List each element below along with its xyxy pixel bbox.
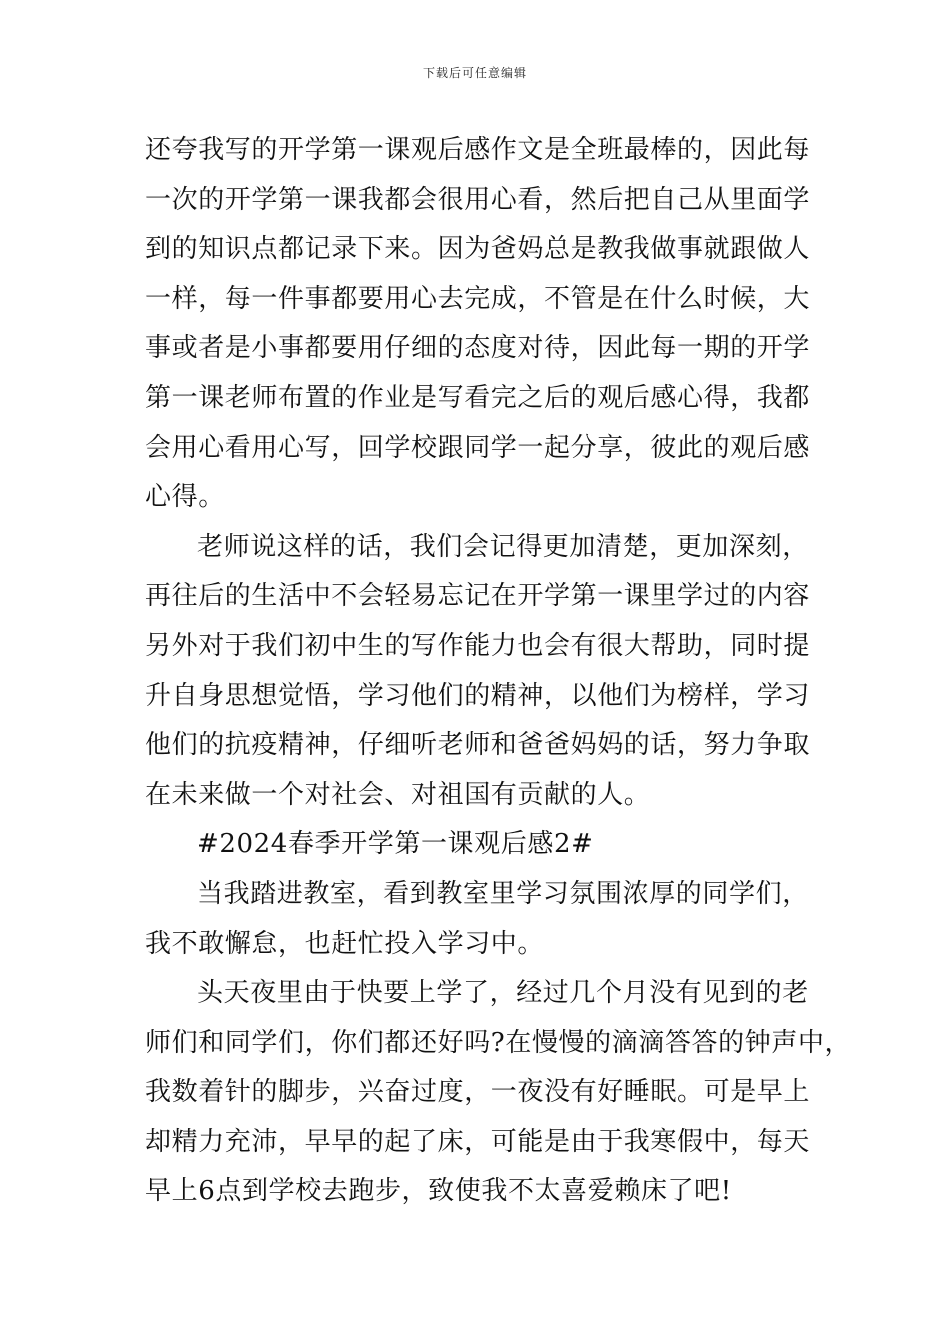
paragraph-start-line: 头天夜里由于快要上学了，经过几个月没有见到的老 [197, 978, 809, 1009]
text-line: 却精力充沛，早早的起了床，可能是由于我寒假中，每天 [145, 1126, 811, 1157]
text-line: 我数着针的脚步，兴奋过度，一夜没有好睡眠。可是早上 [145, 1077, 811, 1108]
text-line: 到的知识点都记录下来。因为爸妈总是教我做事就跟做人 [145, 234, 811, 265]
section-heading: #2024春季开学第一课观后感2# [197, 829, 594, 860]
text-line: 一次的开学第一课我都会很用心看，然后把自己从里面学 [145, 184, 811, 215]
text-line: 他们的抗疫精神，仔细听老师和爸爸妈妈的话，努力争取 [145, 730, 811, 761]
text-line: 在未来做一个对社会、对祖国有贡献的人。 [145, 779, 651, 810]
text-line: 另外对于我们初中生的写作能力也会有很大帮助，同时提 [145, 630, 811, 661]
document-body [145, 126, 852, 1217]
text-line: 升自身思想觉悟，学习他们的精神，以他们为榜样，学习 [145, 680, 811, 711]
text-line: 会用心看用心写，回学校跟同学一起分享，彼此的观后感 [145, 432, 811, 463]
page-header-note: 下载后可任意编辑 [422, 66, 527, 80]
text-line: 还夸我写的开学第一课观后感作文是全班最棒的，因此每 [145, 135, 811, 165]
text-line: 再往后的生活中不会轻易忘记在开学第一课里学过的内容 [145, 581, 811, 612]
text-line: 早上6点到学校去跑步，致使我不太喜爱赖床了吧! [145, 1176, 732, 1207]
text-line: 事或者是小事都要用仔细的态度对待，因此每一期的开学 [145, 333, 811, 364]
text-line: 第一课老师布置的作业是写看完之后的观后感心得，我都 [145, 382, 811, 413]
text-line: 我不敢懈怠，也赶忙投入学习中。 [145, 928, 545, 959]
paragraph-start-line: 老师说这样的话，我们会记得更加清楚，更加深刻， [197, 531, 809, 562]
text-line: 一样，每一件事都要用心去完成，不管是在什么时候，大 [145, 283, 811, 314]
paragraph-start-line: 当我踏进教室，看到教室里学习氛围浓厚的同学们， [197, 878, 809, 909]
text-line: 心得。 [145, 482, 225, 513]
text-line: 师们和同学们，你们都还好吗?在慢慢的滴滴答答的钟声中， [145, 1027, 852, 1058]
